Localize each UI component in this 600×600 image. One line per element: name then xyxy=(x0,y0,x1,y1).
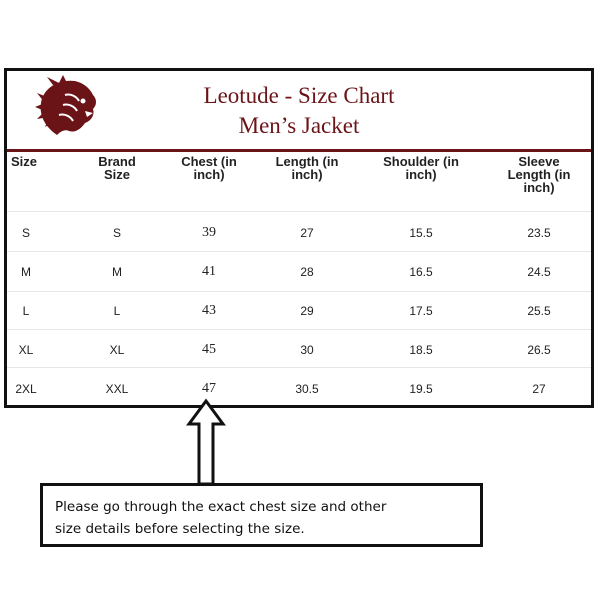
table-cell: 25.5 xyxy=(527,304,551,318)
chart-subtitle: Men’s Jacket xyxy=(238,113,360,138)
table-cell: 24.5 xyxy=(527,265,551,279)
table-cell: M xyxy=(112,265,122,279)
table-cell: 26.5 xyxy=(527,343,551,357)
table-cell: 43 xyxy=(202,303,216,318)
table-cell: 29 xyxy=(300,304,314,318)
column-header-shoulder: Shoulder (in inch) xyxy=(383,154,459,182)
size-note-line-2: size details before selecting the size. xyxy=(55,521,305,537)
lion-head-icon xyxy=(35,75,101,141)
column-header-size: Size xyxy=(11,154,38,169)
table-cell: 18.5 xyxy=(409,343,433,357)
table-cell: 39 xyxy=(202,225,216,240)
table-cell: S xyxy=(21,226,30,240)
up-arrow-icon xyxy=(186,398,226,488)
table-cell: 19.5 xyxy=(409,382,433,396)
table-cell: 30.5 xyxy=(295,382,319,396)
table-cell: XL xyxy=(109,343,125,357)
table-cell: 16.5 xyxy=(409,265,433,279)
size-note-text xyxy=(55,496,465,540)
chart-title: Leotude - Size Chart xyxy=(203,83,395,108)
size-note-line-1: Please go through the exact chest size and other xyxy=(55,499,387,515)
table-cell: L xyxy=(22,304,30,318)
table-cell: XXL xyxy=(105,382,129,396)
row-divider xyxy=(7,291,591,292)
table-cell: XL xyxy=(18,343,34,357)
table-cell: 15.5 xyxy=(409,226,433,240)
table-cell: M xyxy=(21,265,31,279)
size-note-box xyxy=(40,483,483,547)
table-cell: L xyxy=(113,304,121,318)
table-cell: 2XL xyxy=(15,382,37,396)
table-cell: 27 xyxy=(300,226,314,240)
table-cell: 47 xyxy=(202,381,216,396)
row-divider xyxy=(7,367,591,368)
chart-header xyxy=(7,71,591,152)
table-cell: S xyxy=(112,226,121,240)
column-header-brand-size: Brand Size xyxy=(98,154,136,182)
table-cell: 28 xyxy=(300,265,314,279)
size-chart xyxy=(4,68,594,408)
column-header-length: Length (in inch) xyxy=(275,154,339,182)
table-cell: 45 xyxy=(202,342,216,357)
row-divider xyxy=(7,251,591,252)
table-cell: 27 xyxy=(532,382,546,396)
row-divider xyxy=(7,211,591,212)
table-cell: 30 xyxy=(300,343,314,357)
table-cell: 41 xyxy=(202,264,216,279)
column-header-sleeve-length: Sleeve Length (in inch) xyxy=(507,154,571,195)
column-header-chest: Chest (in inch) xyxy=(181,154,237,182)
table-cell: 17.5 xyxy=(409,304,433,318)
row-divider xyxy=(7,329,591,330)
table-cell: 23.5 xyxy=(527,226,551,240)
